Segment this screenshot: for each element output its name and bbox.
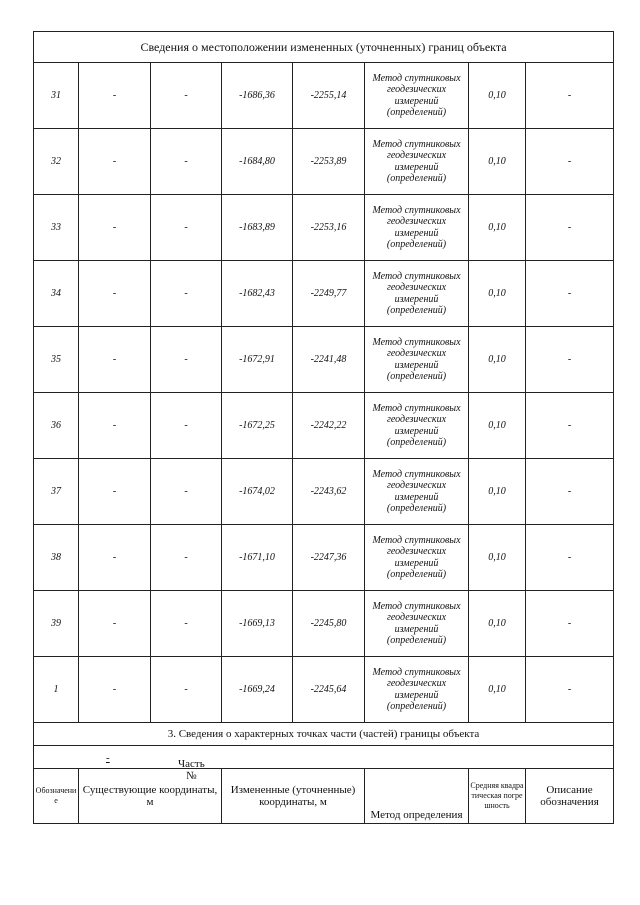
cell-existing-x: -	[79, 657, 151, 723]
cell-point-number: 31	[34, 63, 79, 129]
cell-changed-y: -2242,22	[293, 393, 365, 459]
header-existing-coordinates: Существующие координаты, м	[79, 769, 222, 824]
header-designation: Обозначение	[34, 769, 79, 824]
cell-description: -	[526, 657, 614, 723]
cell-existing-x: -	[79, 129, 151, 195]
cell-existing-x: -	[79, 393, 151, 459]
cell-changed-y: -2249,77	[293, 261, 365, 327]
cell-changed-y: -2253,16	[293, 195, 365, 261]
cell-changed-y: -2247,36	[293, 525, 365, 591]
cell-method: Метод спутниковых геодезических измерений (определений)	[365, 393, 469, 459]
cell-error: 0,10	[469, 459, 526, 525]
cell-existing-x: -	[79, 63, 151, 129]
cell-error: 0,10	[469, 327, 526, 393]
cell-changed-x: -1682,43	[222, 261, 293, 327]
cell-point-number: 36	[34, 393, 79, 459]
cell-point-number: 1	[34, 657, 79, 723]
cell-method: Метод спутниковых геодезических измерений (определений)	[365, 63, 469, 129]
cell-existing-x: -	[79, 591, 151, 657]
cell-existing-y: -	[151, 525, 222, 591]
table-row	[34, 261, 614, 327]
cell-existing-y: -	[151, 459, 222, 525]
table-row	[34, 327, 614, 393]
cell-existing-x: -	[79, 525, 151, 591]
cell-existing-y: -	[151, 591, 222, 657]
table-row	[34, 657, 614, 723]
cell-point-number: 35	[34, 327, 79, 393]
cell-point-number: 38	[34, 525, 79, 591]
cell-method: Метод спутниковых геодезических измерений (определений)	[365, 657, 469, 723]
cell-description: -	[526, 261, 614, 327]
cell-changed-x: -1672,91	[222, 327, 293, 393]
cell-error: 0,10	[469, 657, 526, 723]
cell-changed-x: -1684,80	[222, 129, 293, 195]
table-row	[34, 129, 614, 195]
cell-point-number: 34	[34, 261, 79, 327]
cell-method: Метод спутниковых геодезических измерений (определений)	[365, 327, 469, 393]
cell-changed-y: -2253,89	[293, 129, 365, 195]
cell-method: Метод спутниковых геодезических измерений (определений)	[365, 525, 469, 591]
cell-error: 0,10	[469, 525, 526, 591]
cell-changed-y: -2243,62	[293, 459, 365, 525]
cell-description: -	[526, 591, 614, 657]
cell-existing-y: -	[151, 129, 222, 195]
boundary-points-table	[33, 31, 614, 824]
cell-changed-y: -2245,64	[293, 657, 365, 723]
part-number: -	[106, 752, 110, 764]
cell-point-number: 32	[34, 129, 79, 195]
cell-method: Метод спутниковых геодезических измерений (определений)	[365, 195, 469, 261]
cell-point-number: 39	[34, 591, 79, 657]
cell-changed-y: -2255,14	[293, 63, 365, 129]
cell-changed-x: -1671,10	[222, 525, 293, 591]
cell-method: Метод спутниковых геодезических измерений (определений)	[365, 129, 469, 195]
cell-changed-x: -1672,25	[222, 393, 293, 459]
cell-method: Метод спутниковых геодезических измерений (определений)	[365, 261, 469, 327]
cell-existing-x: -	[79, 195, 151, 261]
table-row	[34, 459, 614, 525]
section-3-title: 3. Сведения о характерных точках части (частей) границы объекта	[34, 723, 614, 746]
header-changed-coordinates: Измененные (уточненные) координаты, м	[222, 769, 365, 824]
cell-description: -	[526, 327, 614, 393]
part-label: Часть №	[178, 758, 205, 782]
table-row	[34, 591, 614, 657]
cell-existing-x: -	[79, 261, 151, 327]
cell-description: -	[526, 393, 614, 459]
cell-existing-x: -	[79, 327, 151, 393]
table-title: Сведения о местоположении измененных (уточненных) границ объекта	[34, 32, 614, 63]
cell-error: 0,10	[469, 261, 526, 327]
cell-point-number: 37	[34, 459, 79, 525]
header-error: Средняя квадратическая погрешность	[469, 769, 526, 824]
header-method: Метод определения	[365, 769, 469, 824]
cell-changed-y: -2241,48	[293, 327, 365, 393]
cell-description: -	[526, 129, 614, 195]
cell-existing-y: -	[151, 63, 222, 129]
cell-changed-x: -1686,36	[222, 63, 293, 129]
cell-description: -	[526, 63, 614, 129]
table-row	[34, 525, 614, 591]
header-description: Описание обозначения	[526, 769, 614, 824]
cell-method: Метод спутниковых геодезических измерений (определений)	[365, 591, 469, 657]
cell-existing-y: -	[151, 393, 222, 459]
cell-changed-x: -1669,24	[222, 657, 293, 723]
cell-error: 0,10	[469, 393, 526, 459]
cell-existing-y: -	[151, 261, 222, 327]
cell-existing-y: -	[151, 195, 222, 261]
cell-changed-y: -2245,80	[293, 591, 365, 657]
table-row	[34, 393, 614, 459]
cell-changed-x: -1683,89	[222, 195, 293, 261]
cell-changed-x: -1674,02	[222, 459, 293, 525]
cell-changed-x: -1669,13	[222, 591, 293, 657]
cell-existing-x: -	[79, 459, 151, 525]
cell-existing-y: -	[151, 657, 222, 723]
cell-description: -	[526, 459, 614, 525]
cell-method: Метод спутниковых геодезических измерений (определений)	[365, 459, 469, 525]
cell-existing-y: -	[151, 327, 222, 393]
table-row	[34, 63, 614, 129]
cell-error: 0,10	[469, 63, 526, 129]
cell-description: -	[526, 525, 614, 591]
cell-description: -	[526, 195, 614, 261]
table-row	[34, 195, 614, 261]
cell-error: 0,10	[469, 195, 526, 261]
cell-error: 0,10	[469, 129, 526, 195]
cell-error: 0,10	[469, 591, 526, 657]
part-number-line	[34, 746, 614, 782]
cell-point-number: 33	[34, 195, 79, 261]
